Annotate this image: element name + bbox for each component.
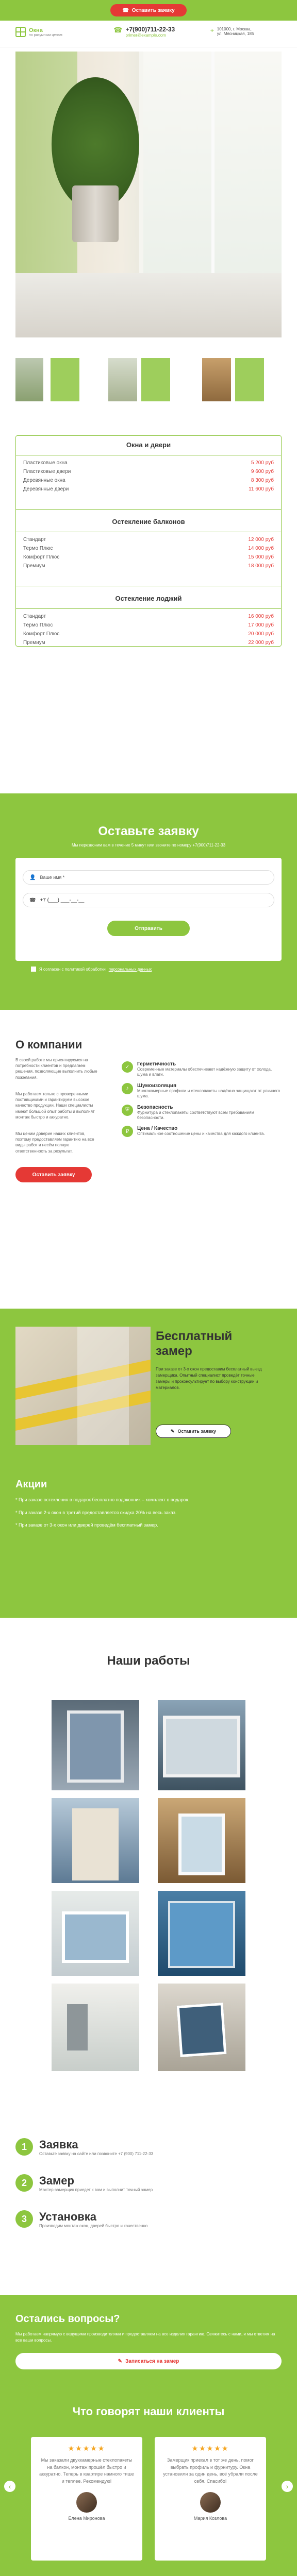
price-box-windows [15, 435, 282, 647]
work-photo[interactable] [52, 1891, 139, 1976]
about-cta-button[interactable]: Оставить заявку [15, 1167, 92, 1182]
step-item [15, 2138, 153, 2156]
feature-item [122, 1061, 282, 1078]
review-text: Мы заказали двухкамерные стеклопакеты на балкон, монтаж прошёл быстро и аккуратно. Теперь в квартире намного тише и теплее. Рекомендую! [39, 2458, 134, 2484]
price-item-value: 18 000 руб [248, 563, 274, 569]
price-box-title: Остекление балконов [112, 518, 185, 526]
name-field[interactable]: 👤 Ваше имя * [23, 870, 274, 885]
gallery-thumb[interactable] [15, 358, 43, 401]
price-row [16, 612, 281, 621]
header-email[interactable]: primer@example.com [125, 33, 166, 38]
works-title: Наши работы [107, 1654, 190, 1668]
request-title: Оставьте заявку [98, 824, 199, 838]
header-address-line2: ул. Мясницкая, 185 [217, 31, 254, 36]
step-title: Замер [39, 2174, 74, 2187]
work-photo[interactable] [52, 1984, 139, 2071]
work-photo[interactable] [158, 1891, 245, 1976]
phone-icon: ☎ [113, 26, 123, 34]
price-item-value: 20 000 руб [248, 631, 274, 637]
feature-item [122, 1105, 282, 1121]
promo-image [15, 1327, 151, 1445]
price-row [16, 638, 281, 647]
avatar [76, 2492, 97, 2513]
request-subtitle: Мы перезвоним вам в течение 5 минут или звоните по номеру +7(900)711-22-33 [71, 843, 226, 848]
price-item-name: Стандарт [23, 537, 46, 543]
feature-icon: ⛨ [122, 1105, 133, 1116]
price-item-value: 14 000 руб [248, 546, 274, 551]
about-text: Мы работаем только с проверенными поставщиками и гарантируем высокое качество продукции. Наши специалисты имеют большой опыт работы и выполнят монтаж быстро и аккуратно. [15, 1092, 95, 1120]
rating-stars: ★★★★★ [68, 2444, 106, 2452]
about-text: Мы ценим доверие наших клиентов, поэтому предоставляем гарантию на все виды работ и несём полную ответственность за результат. [15, 1131, 94, 1154]
feature-title: Безопасность [137, 1104, 173, 1110]
checkbox[interactable] [31, 967, 36, 972]
actions-section [0, 1463, 297, 1618]
gallery-thumb[interactable] [108, 358, 137, 401]
review-text: Замерщик приехал в тот же день, помог выбрать профиль и фурнитуру. Окна установили за один день, всё убрали после себя. Спасибо! [163, 2458, 258, 2484]
price-item-name: Комфорт Плюс [23, 631, 60, 637]
price-item-value: 5 200 руб [251, 460, 274, 466]
price-row [16, 630, 281, 638]
work-photo[interactable] [52, 1798, 139, 1883]
step-text: Производим монтаж окон, дверей быстро и качественно [39, 2224, 148, 2228]
hero-image [15, 52, 282, 337]
about-section [0, 1015, 297, 1298]
rating-stars: ★★★★★ [191, 2444, 229, 2452]
price-box-title: Окна и двери [126, 441, 171, 449]
work-photo[interactable] [158, 1700, 245, 1790]
step-number: 1 [15, 2138, 33, 2156]
price-item-value: 16 000 руб [248, 614, 274, 619]
price-item-value: 15 000 руб [248, 554, 274, 560]
action-item: * При заказе остекления в подарок бесплатно подоконник – комплект в подарок. [15, 1497, 190, 1502]
questions-text: Мы работаем напрямую с ведущими производителями и предоставляем на все изделия гарантию. Свяжитесь с нами, и мы ответим на все ваши вопросы. [15, 2332, 275, 2343]
request-section [0, 793, 297, 1010]
price-item-name: Комфорт Плюс [23, 554, 60, 560]
work-photo[interactable] [158, 1798, 245, 1883]
header-phone[interactable]: +7(900)711-22-33 [125, 26, 175, 33]
price-item-name: Деревянные двери [23, 486, 69, 492]
price-item-name: Термо Плюс [23, 622, 53, 628]
price-item-value: 11 600 руб [249, 486, 274, 492]
step-title: Установка [39, 2210, 97, 2223]
user-icon: 👤 [29, 874, 36, 880]
gallery-thumb[interactable] [141, 358, 170, 401]
request-form [15, 858, 282, 961]
price-item-value: 8 300 руб [251, 478, 274, 483]
gallery-thumb[interactable] [51, 358, 79, 401]
price-row [16, 553, 281, 562]
logo-tagline: по разумным ценам [29, 33, 62, 37]
header-address-block [210, 27, 254, 36]
feature-text: Оптимальное соотношение цены и качества для каждого клиента. [137, 1131, 265, 1137]
works-section [0, 1618, 297, 2081]
feature-item [122, 1083, 282, 1099]
consent-link[interactable]: персональных данных [108, 967, 152, 972]
price-row [16, 467, 281, 476]
about-text: В своей работе мы ориентируемся на потребности клиентов и предлагаем решения, позволяющие выполнить любые пожелания. [15, 1058, 97, 1080]
pencil-icon: ✎ [118, 2358, 123, 2364]
actions-title: Акции [15, 1479, 47, 1490]
pencil-icon: ✎ [170, 1428, 175, 1434]
submit-button[interactable]: Отправить [107, 921, 190, 936]
step-number: 3 [15, 2210, 33, 2228]
feature-text: Современные материалы обеспечивают надёжную защиту от холода, шума и влаги. [137, 1067, 272, 1077]
price-item-name: Премиум [23, 640, 45, 646]
action-item: * При заказе 2-х окон в третий предоставляется скидка 20% на весь заказ. [15, 1510, 177, 1515]
price-item-value: 17 000 руб [248, 622, 274, 628]
review-author: Мария Козлова [193, 2516, 227, 2521]
step-text: Мастер-замерщик приедет к вам и выполнит точный замер [39, 2188, 153, 2192]
price-row [16, 476, 281, 485]
review-card [155, 2437, 266, 2561]
about-title: О компании [15, 1038, 82, 1051]
feature-text: Многокамерные профили и стеклопакеты надёжно защищают от уличного шума. [137, 1088, 280, 1099]
avatar [200, 2492, 221, 2513]
price-item-name: Премиум [23, 563, 45, 569]
price-row [16, 621, 281, 630]
price-item-value: 12 000 руб [248, 537, 274, 543]
feature-title: Цена / Качество [137, 1126, 178, 1132]
promo-text: При заказе от 3-х окон предоставим бесплатный выезд замерщика. Опытный специалист проведёт точные замеры и проконсультирует по выбору конструкции и материалов. [156, 1367, 262, 1390]
action-item: * При заказе от 3-х окон или дверей проведём бесплатный замер. [15, 1522, 158, 1528]
promo-section [0, 1309, 297, 1463]
price-row [16, 544, 281, 553]
step-text: Оставьте заявку на сайте или позвоните +7 (900) 711-22-33 [39, 2151, 154, 2156]
header-phone-block [113, 26, 175, 38]
feature-icon: ♪ [122, 1083, 133, 1094]
questions-section [0, 2295, 297, 2391]
feature-text: Фурнитура и стеклопакеты соответствуют всем требованиям безопасности. [137, 1110, 254, 1120]
review-author: Елена Миронова [68, 2516, 105, 2521]
step-item [15, 2174, 153, 2192]
gallery-thumbs [15, 358, 282, 404]
features-list [122, 1061, 282, 1142]
price-row [16, 485, 281, 494]
logo[interactable] [15, 27, 62, 37]
price-row [16, 459, 281, 467]
work-photo[interactable] [158, 1984, 245, 2071]
reviews-next-button[interactable]: › [282, 2481, 293, 2492]
step-title: Заявка [39, 2138, 78, 2151]
step-number: 2 [15, 2174, 33, 2192]
consent-row[interactable]: Я согласен с политикой обработки персональных данных [31, 967, 152, 972]
location-icon: ⌖ [210, 27, 214, 34]
feature-icon: ₽ [122, 1126, 133, 1137]
header-address-line1: 101000, г. Москва, [217, 27, 252, 31]
price-item-name: Пластиковые двери [23, 469, 71, 474]
questions-cta-button[interactable]: ✎ Записаться на замер [15, 2353, 282, 2369]
feature-icon: ✓ [122, 1061, 133, 1073]
phone-icon: ☎ [122, 7, 129, 13]
gallery-thumb[interactable] [235, 358, 264, 401]
header-cta-button[interactable]: ☎ Оставить заявку [110, 4, 187, 16]
phone-field[interactable]: ☎ +7 (___) ___-__-__ [23, 893, 274, 907]
step-item [15, 2210, 147, 2228]
review-card [31, 2437, 142, 2561]
price-item-name: Стандарт [23, 614, 46, 619]
feature-title: Шумоизоляция [137, 1082, 176, 1089]
header [0, 0, 297, 47]
price-item-name: Пластиковые окна [23, 460, 68, 466]
price-box-title: Остекление лоджий [115, 595, 182, 602]
gallery-thumb[interactable] [202, 358, 231, 401]
phone-icon: ☎ [29, 897, 36, 903]
questions-title: Остались вопросы? [15, 2313, 120, 2325]
logo-name: Окна [29, 27, 43, 33]
price-row [16, 562, 281, 570]
feature-title: Герметичность [137, 1061, 176, 1067]
actions-list [15, 1497, 282, 1535]
price-item-name: Термо Плюс [23, 546, 53, 551]
price-item-value: 22 000 руб [248, 640, 274, 646]
feature-item [122, 1126, 282, 1137]
promo-title: Бесплатный замер [156, 1329, 233, 1358]
reviews-prev-button[interactable]: ‹ [4, 2481, 15, 2492]
price-row [16, 535, 281, 544]
promo-cta-button[interactable]: ✎ Оставить заявку [156, 1425, 231, 1438]
reviews-title: Что говорят наши клиенты [72, 2405, 225, 2418]
work-photo[interactable] [52, 1700, 139, 1790]
logo-icon [15, 27, 26, 37]
price-item-name: Деревянные окна [23, 478, 65, 483]
price-item-value: 9 600 руб [251, 469, 274, 474]
